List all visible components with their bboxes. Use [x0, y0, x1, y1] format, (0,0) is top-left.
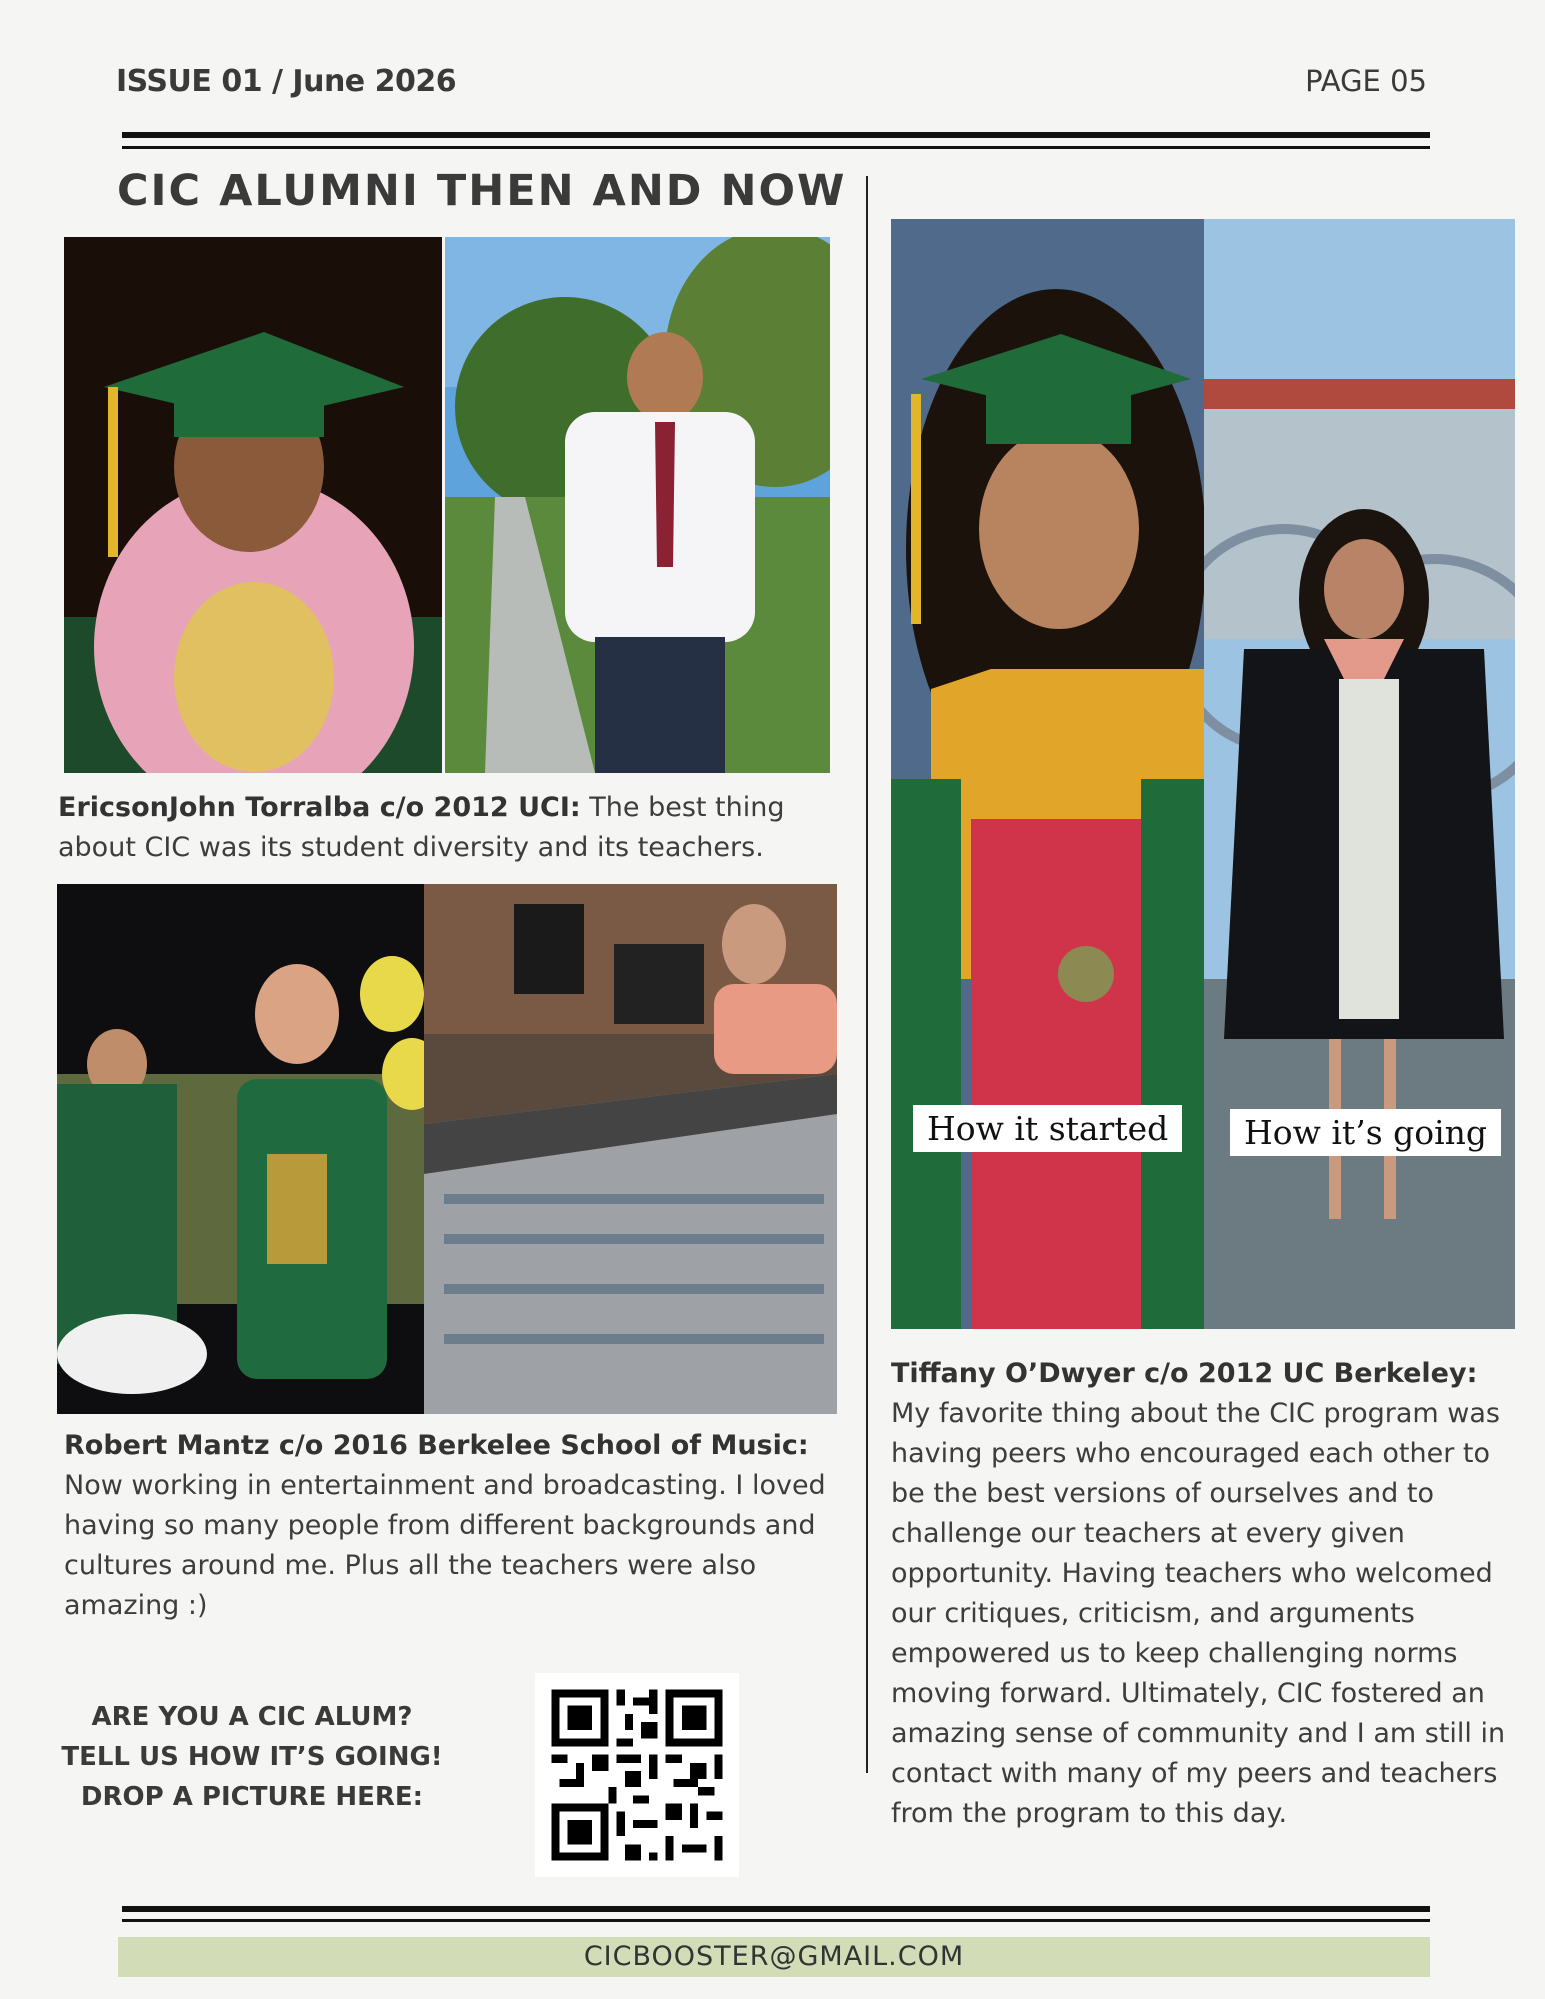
- footer-rule-thick: [122, 1906, 1430, 1912]
- cta-line-3: DROP A PICTURE HERE:: [80, 1782, 424, 1812]
- how-its-going-label: How it’s going: [1230, 1109, 1501, 1156]
- ericson-doctor-photo: [445, 237, 830, 773]
- cta-line-2: TELL US HOW IT’S GOING!: [61, 1742, 443, 1772]
- robert-band-photo: [57, 884, 424, 1414]
- header-rule-thick: [122, 132, 1430, 138]
- footer-rule-thin: [122, 1919, 1430, 1922]
- ericson-name: EricsonJohn Torralba c/o 2012 UCI:: [58, 792, 581, 823]
- alum-call-to-action: [52, 1697, 452, 1817]
- footer-email[interactable]: CICBOOSTER@GMAIL.COM: [118, 1937, 1430, 1977]
- ericson-quote: The best thing about CIC was its student diversity and its teachers.: [58, 792, 785, 863]
- tiffany-grad-photo: [891, 219, 1204, 1329]
- section-title: CIC ALUMNI THEN AND NOW: [117, 166, 847, 216]
- qr-code[interactable]: [535, 1673, 739, 1877]
- robert-name: Robert Mantz c/o 2016 Berkelee School of Music:: [64, 1430, 809, 1461]
- tiffany-name: Tiffany O’Dwyer c/o 2012 UC Berkeley:: [891, 1358, 1478, 1389]
- header-rule-thin: [122, 146, 1430, 149]
- tiffany-caption: [891, 1354, 1516, 1834]
- robert-caption: [64, 1426, 844, 1626]
- ericson-grad-photo: [64, 237, 442, 773]
- issue-label: ISSUE 01 / June 2026: [116, 64, 457, 99]
- tiffany-quote: My favorite thing about the CIC program was having peers who encouraged each other to be the best versions of ourselves and to challenge our teachers at every given opportunity. Having teachers who welcomed our critiques, criticism, and arguments empowered us to keep challenging norms moving forward. Ultimately, CIC fostered an amazing sense of community and I am still in contact with many of my peers and teachers from the program to this day.: [891, 1398, 1506, 1829]
- robert-studio-photo: [424, 884, 837, 1414]
- cta-line-1: ARE YOU A CIC ALUM?: [91, 1702, 413, 1732]
- page-number: PAGE 05: [1305, 64, 1427, 98]
- tiffany-masters-photo: [1204, 219, 1515, 1329]
- ericson-caption: [58, 788, 798, 868]
- column-divider: [866, 176, 868, 1773]
- how-it-started-label: How it started: [913, 1105, 1182, 1152]
- robert-quote: Now working in entertainment and broadcasting. I loved having so many people from different backgrounds and cultures around me. Plus all the teachers were also amazing :): [64, 1470, 826, 1621]
